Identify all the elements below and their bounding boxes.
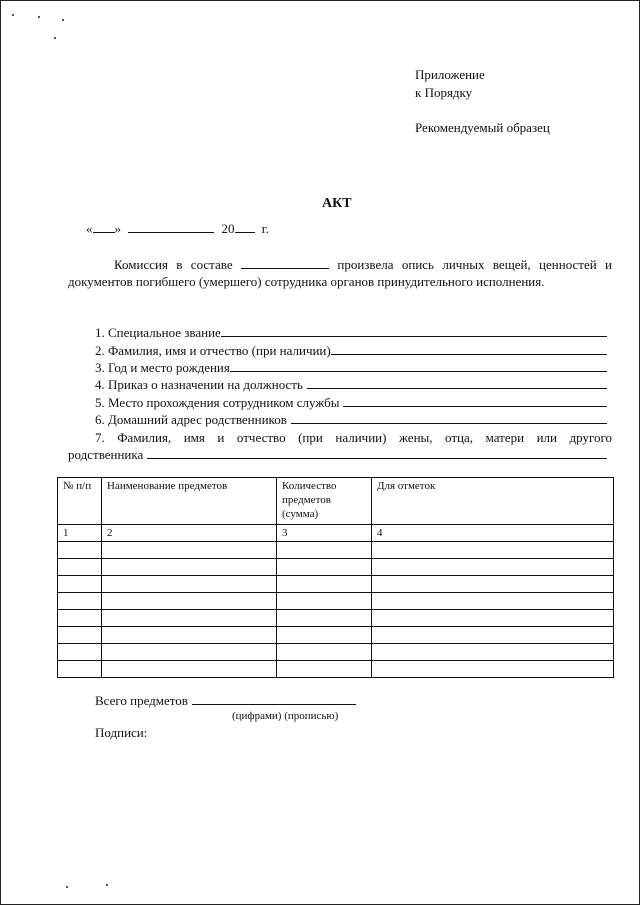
header-item-name: Наименование предметов [102, 478, 277, 525]
scan-speck [66, 886, 68, 888]
total-items-blank [192, 692, 356, 705]
table-cell[interactable] [58, 559, 102, 576]
field-relatives-address [95, 411, 607, 428]
column-number: 1 [58, 525, 102, 542]
table-cell[interactable] [102, 542, 277, 559]
field-blank [291, 411, 607, 424]
field-birth [95, 359, 607, 376]
table-header-row [58, 478, 614, 525]
table-row [58, 593, 614, 610]
field-blank [331, 342, 607, 355]
field-blank [147, 446, 607, 459]
table-cell[interactable] [102, 627, 277, 644]
field-blank [230, 359, 607, 372]
commission-blank [241, 256, 329, 269]
scan-speck [38, 16, 40, 18]
header-quantity: Количество предметов (сумма) [277, 478, 372, 525]
field-blank [307, 376, 607, 389]
column-number: 2 [102, 525, 277, 542]
table-row [58, 542, 614, 559]
table-cell[interactable] [372, 610, 614, 627]
table-cell[interactable] [277, 644, 372, 661]
scan-speck [54, 37, 56, 39]
intro-paragraph [68, 256, 612, 290]
table-cell[interactable] [277, 610, 372, 627]
table-row [58, 559, 614, 576]
header-number: № п/п [58, 478, 102, 525]
table-row [58, 644, 614, 661]
year-blank [235, 220, 255, 233]
table-cell[interactable] [102, 576, 277, 593]
table-cell[interactable] [102, 610, 277, 627]
table-cell[interactable] [102, 559, 277, 576]
table-cell[interactable] [372, 661, 614, 678]
field-relative-name-line2 [68, 446, 607, 463]
header-notes: Для отметок [372, 478, 614, 525]
table-cell[interactable] [372, 593, 614, 610]
total-items-hint: (цифрами) (прописью) [232, 710, 339, 722]
field-label: 4. Приказ о назначении на должность [95, 377, 303, 392]
appendix-label: Приложение [415, 67, 485, 82]
table-row [58, 576, 614, 593]
table-cell[interactable] [277, 627, 372, 644]
scan-speck [12, 14, 14, 16]
document-title: АКТ [322, 196, 352, 211]
table-row [58, 610, 614, 627]
column-number: 3 [277, 525, 372, 542]
order-reference: к Порядку [415, 85, 473, 100]
signatures-label: Подписи: [95, 725, 148, 740]
table-cell[interactable] [102, 644, 277, 661]
intro-part2: произвела опись личных вещей, ценностей и документов погибшего (умершего) сотрудника органов принудительного исполнения. [68, 257, 613, 289]
date-close-quote: » [114, 221, 121, 236]
table-cell[interactable] [277, 576, 372, 593]
field-label: родственника [68, 447, 144, 462]
date-line [86, 220, 269, 237]
table-cell[interactable] [372, 644, 614, 661]
table-cell[interactable] [372, 627, 614, 644]
year-suffix: г. [261, 221, 269, 236]
field-label: 2. Фамилия, имя и отчество (при наличии) [95, 343, 331, 358]
table-cell[interactable] [372, 559, 614, 576]
table-row [58, 627, 614, 644]
table-cell[interactable] [372, 542, 614, 559]
table-cell[interactable] [58, 661, 102, 678]
table-cell[interactable] [277, 661, 372, 678]
column-number: 4 [372, 525, 614, 542]
table-cell[interactable] [58, 593, 102, 610]
recommended-sample-label: Рекомендуемый образец [415, 120, 550, 135]
table-column-numbers-row [58, 525, 614, 542]
table-row [58, 661, 614, 678]
total-items-line [95, 692, 356, 709]
year-prefix: 20 [221, 221, 235, 236]
field-label: 3. Год и место рождения [95, 360, 230, 375]
table-cell[interactable] [58, 542, 102, 559]
scan-speck [106, 884, 108, 886]
field-label: 5. Место прохождения сотрудником службы [95, 395, 340, 410]
table-cell[interactable] [372, 576, 614, 593]
table-cell[interactable] [102, 661, 277, 678]
field-relative-name-line1: 7. Фамилия, имя и отчество (при наличии) жены, отца, матери или другого [95, 430, 612, 445]
field-appointment-order [95, 376, 607, 393]
total-items-label: Всего предметов [95, 693, 188, 708]
field-full-name [95, 342, 607, 359]
table-cell[interactable] [58, 627, 102, 644]
scan-speck [62, 19, 64, 21]
table-cell[interactable] [277, 593, 372, 610]
date-open-quote: « [86, 221, 93, 236]
field-label: 6. Домашний адрес родственников [95, 412, 287, 427]
day-blank [93, 220, 115, 233]
month-blank [128, 220, 214, 233]
field-blank [343, 394, 607, 407]
table-cell[interactable] [277, 559, 372, 576]
field-blank [221, 324, 607, 337]
table-cell[interactable] [58, 610, 102, 627]
field-service-place [95, 394, 607, 411]
table-cell[interactable] [102, 593, 277, 610]
table-cell[interactable] [58, 644, 102, 661]
items-table [57, 477, 614, 678]
table-cell[interactable] [277, 542, 372, 559]
field-label: 1. Специальное звание [95, 325, 221, 340]
field-rank [95, 324, 607, 341]
table-cell[interactable] [58, 576, 102, 593]
intro-part1: Комиссия в составе [114, 257, 233, 272]
